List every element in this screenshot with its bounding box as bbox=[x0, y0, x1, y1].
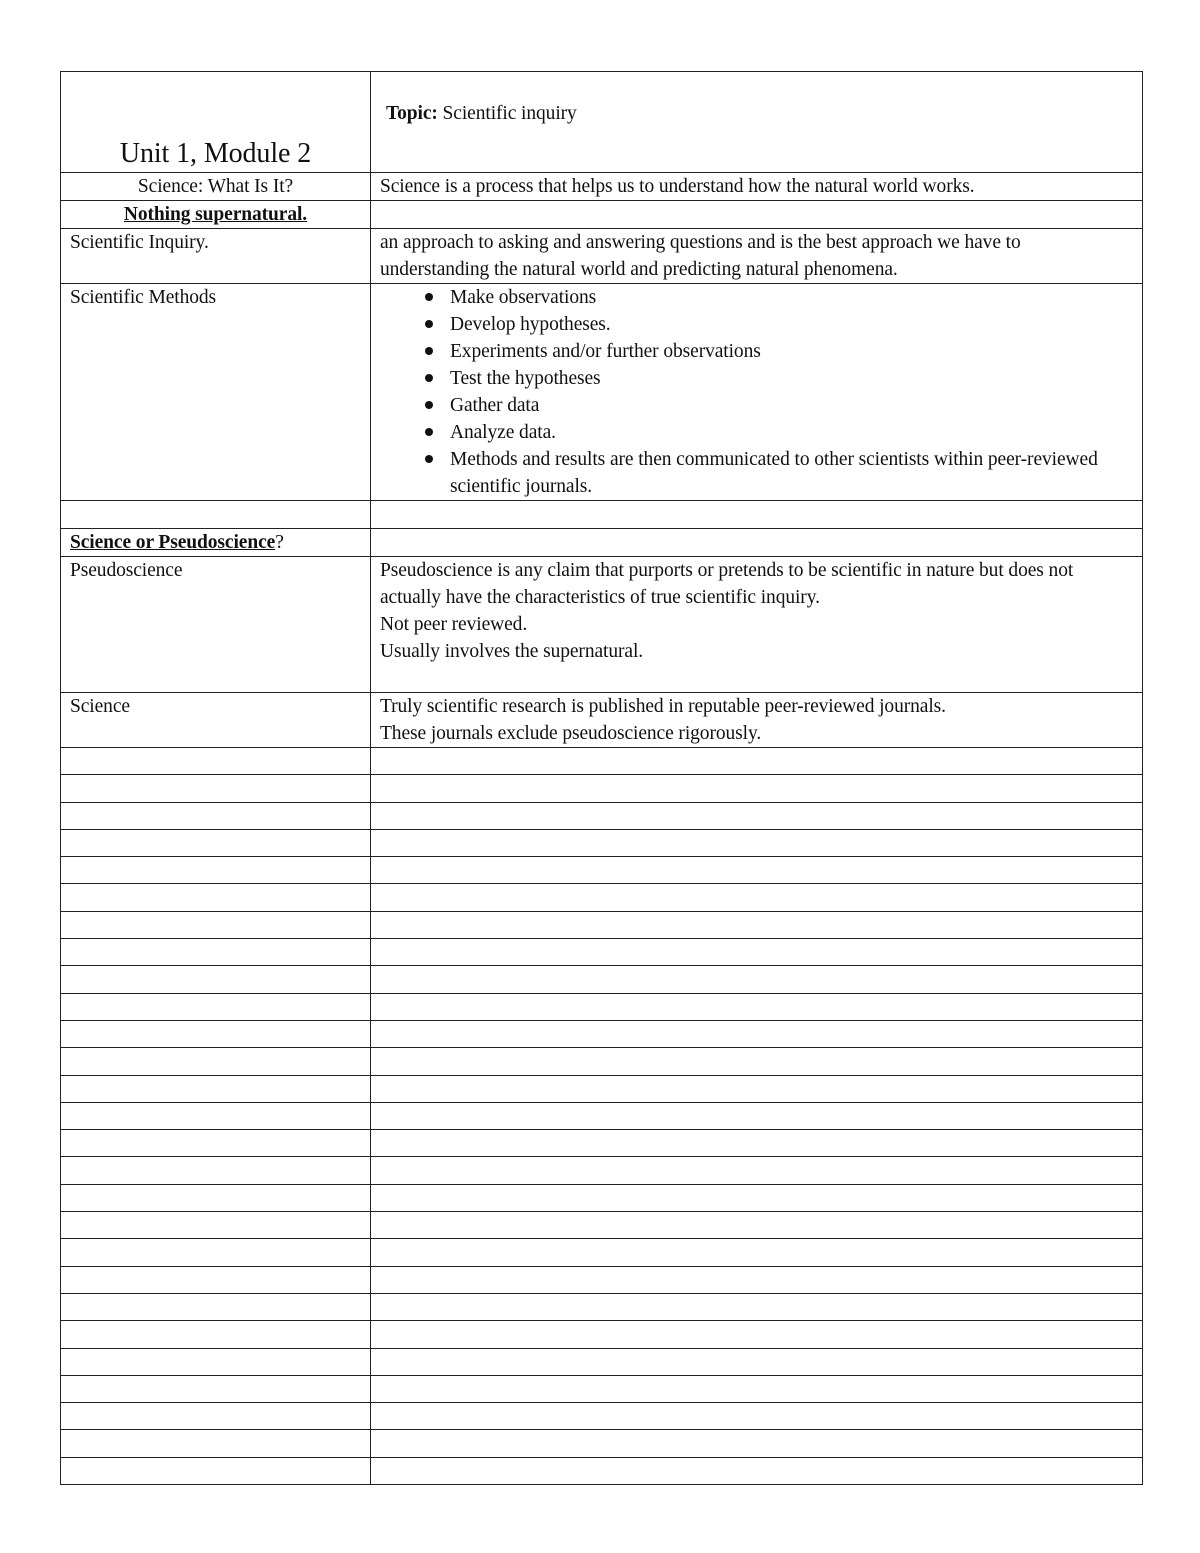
blank-note-row bbox=[61, 939, 1143, 966]
blank-term-cell bbox=[61, 1348, 371, 1375]
blank-definition-cell bbox=[371, 939, 1143, 966]
blank-term-cell bbox=[61, 1184, 371, 1211]
blank-note-row bbox=[61, 1239, 1143, 1266]
blank-note-row bbox=[61, 884, 1143, 911]
blank-definition-cell bbox=[371, 1102, 1143, 1129]
blank-note-row bbox=[61, 1375, 1143, 1402]
blank-definition-cell bbox=[371, 829, 1143, 856]
blank-note-row bbox=[61, 775, 1143, 802]
definition-cell bbox=[371, 201, 1143, 229]
definition-cell bbox=[371, 693, 1143, 748]
blank-definition-cell bbox=[371, 1266, 1143, 1293]
blank-definition-cell bbox=[371, 1375, 1143, 1402]
table-row bbox=[61, 557, 1143, 693]
blank-term-cell bbox=[61, 1321, 371, 1348]
blank-note-row bbox=[61, 802, 1143, 829]
blank-term-cell bbox=[61, 829, 371, 856]
definition-cell: Science is a process that helps us to understand how the natural world works. bbox=[371, 173, 1143, 201]
blank-definition-cell bbox=[371, 1048, 1143, 1075]
blank-term-cell bbox=[61, 1075, 371, 1102]
list-item: Develop hypotheses. bbox=[450, 311, 1133, 338]
blank-note-row bbox=[61, 1293, 1143, 1320]
topic-label: Topic: bbox=[386, 103, 438, 124]
term-cell bbox=[61, 501, 371, 529]
blank-note-row bbox=[61, 1048, 1143, 1075]
blank-note-row bbox=[61, 857, 1143, 884]
blank-term-cell bbox=[61, 884, 371, 911]
blank-term-cell bbox=[61, 775, 371, 802]
term-cell: Science: What Is It? bbox=[61, 173, 371, 201]
blank-term-cell bbox=[61, 939, 371, 966]
blank-term-cell bbox=[61, 857, 371, 884]
blank-term-cell bbox=[61, 1430, 371, 1457]
list-item: Analyze data. bbox=[450, 419, 1133, 446]
blank-definition-cell bbox=[371, 1239, 1143, 1266]
blank-term-cell bbox=[61, 1212, 371, 1239]
blank-definition-cell bbox=[371, 1321, 1143, 1348]
table-row bbox=[61, 529, 1143, 557]
blank-definition-cell bbox=[371, 775, 1143, 802]
blank-definition-cell bbox=[371, 911, 1143, 938]
blank-definition-cell bbox=[371, 966, 1143, 993]
term-cell: Pseudoscience bbox=[61, 557, 371, 693]
blank-definition-cell bbox=[371, 1430, 1143, 1457]
definition-cell: an approach to asking and answering questions and is the best approach we have to understanding the natural world and predicting natural phenomena. bbox=[371, 229, 1143, 284]
blank-definition-cell bbox=[371, 1457, 1143, 1484]
blank-definition-cell bbox=[371, 802, 1143, 829]
section-heading: Science or Pseudoscience bbox=[70, 532, 276, 553]
table-row bbox=[61, 693, 1143, 748]
term-cell bbox=[61, 529, 371, 557]
blank-term-cell bbox=[61, 1457, 371, 1484]
definition-cell bbox=[371, 284, 1143, 501]
blank-note-row bbox=[61, 1130, 1143, 1157]
blank-definition-cell bbox=[371, 1348, 1143, 1375]
blank-note-row bbox=[61, 1212, 1143, 1239]
blank-definition-cell bbox=[371, 1212, 1143, 1239]
blank-note-row bbox=[61, 1102, 1143, 1129]
blank-note-row bbox=[61, 1321, 1143, 1348]
blank-term-cell bbox=[61, 1020, 371, 1047]
definition-line: Not peer reviewed. bbox=[380, 614, 528, 635]
cornell-notes-table bbox=[60, 71, 1143, 1485]
table-row bbox=[61, 201, 1143, 229]
blank-note-row bbox=[61, 1184, 1143, 1211]
term-cell: Science bbox=[61, 693, 371, 748]
blank-term-cell bbox=[61, 1102, 371, 1129]
definition-line: These journals exclude pseudoscience rigorously. bbox=[380, 723, 762, 744]
blank-term-cell bbox=[61, 1403, 371, 1430]
blank-definition-cell bbox=[371, 1020, 1143, 1047]
blank-note-row bbox=[61, 1266, 1143, 1293]
blank-term-cell bbox=[61, 1048, 371, 1075]
list-item: Make observations bbox=[450, 284, 1133, 311]
blank-definition-cell bbox=[371, 1075, 1143, 1102]
definition-line: Truly scientific research is published in reputable peer-reviewed journals. bbox=[380, 696, 946, 717]
blank-definition-cell bbox=[371, 1293, 1143, 1320]
blank-term-cell bbox=[61, 966, 371, 993]
table-row bbox=[61, 229, 1143, 284]
blank-note-row bbox=[61, 748, 1143, 775]
blank-term-cell bbox=[61, 1266, 371, 1293]
section-heading: Nothing supernatural. bbox=[123, 204, 308, 225]
blank-term-cell bbox=[61, 748, 371, 775]
blank-note-row bbox=[61, 1403, 1143, 1430]
table-row bbox=[61, 173, 1143, 201]
notes-sheet bbox=[60, 71, 1142, 1485]
section-heading-suffix: ? bbox=[275, 532, 284, 553]
blank-term-cell bbox=[61, 1130, 371, 1157]
blank-definition-cell bbox=[371, 884, 1143, 911]
blank-definition-cell bbox=[371, 857, 1143, 884]
topic-value: Scientific inquiry bbox=[437, 103, 577, 124]
definition-line: Usually involves the supernatural. bbox=[380, 641, 644, 662]
term-cell: Scientific Inquiry. bbox=[61, 229, 371, 284]
blank-term-cell bbox=[61, 1293, 371, 1320]
blank-note-row bbox=[61, 1020, 1143, 1047]
blank-term-cell bbox=[61, 1375, 371, 1402]
notes-table-body bbox=[61, 72, 1143, 1485]
blank-term-cell bbox=[61, 993, 371, 1020]
blank-definition-cell bbox=[371, 1184, 1143, 1211]
term-cell: Scientific Methods bbox=[61, 284, 371, 501]
blank-term-cell bbox=[61, 1239, 371, 1266]
blank-definition-cell bbox=[371, 1157, 1143, 1184]
methods-list bbox=[380, 284, 1133, 500]
blank-definition-cell bbox=[371, 993, 1143, 1020]
list-item: Test the hypotheses bbox=[450, 365, 1133, 392]
list-item: Methods and results are then communicated to other scientists within peer-reviewed scientific journals. bbox=[450, 446, 1133, 500]
definition-line: Pseudoscience is any claim that purports or pretends to be scientific in nature but does not actually have the characteristics of true scientific inquiry. bbox=[380, 560, 1074, 608]
table-row bbox=[61, 284, 1143, 501]
definition-cell bbox=[371, 501, 1143, 529]
list-item: Gather data bbox=[450, 392, 1133, 419]
table-row bbox=[61, 501, 1143, 529]
blank-note-row bbox=[61, 1457, 1143, 1484]
module-title: Unit 1, Module 2 bbox=[61, 72, 371, 173]
definition-cell bbox=[371, 557, 1143, 693]
blank-note-row bbox=[61, 1430, 1143, 1457]
blank-note-row bbox=[61, 911, 1143, 938]
blank-note-row bbox=[61, 1157, 1143, 1184]
blank-term-cell bbox=[61, 1157, 371, 1184]
header-row bbox=[61, 72, 1143, 173]
blank-note-row bbox=[61, 829, 1143, 856]
blank-term-cell bbox=[61, 911, 371, 938]
blank-definition-cell bbox=[371, 1403, 1143, 1430]
term-cell bbox=[61, 201, 371, 229]
definition-cell bbox=[371, 529, 1143, 557]
list-item: Experiments and/or further observations bbox=[450, 338, 1133, 365]
blank-term-cell bbox=[61, 802, 371, 829]
blank-definition-cell bbox=[371, 748, 1143, 775]
blank-definition-cell bbox=[371, 1130, 1143, 1157]
blank-note-row bbox=[61, 1075, 1143, 1102]
topic-cell bbox=[371, 72, 1143, 173]
blank-note-row bbox=[61, 1348, 1143, 1375]
blank-note-row bbox=[61, 966, 1143, 993]
blank-note-row bbox=[61, 993, 1143, 1020]
